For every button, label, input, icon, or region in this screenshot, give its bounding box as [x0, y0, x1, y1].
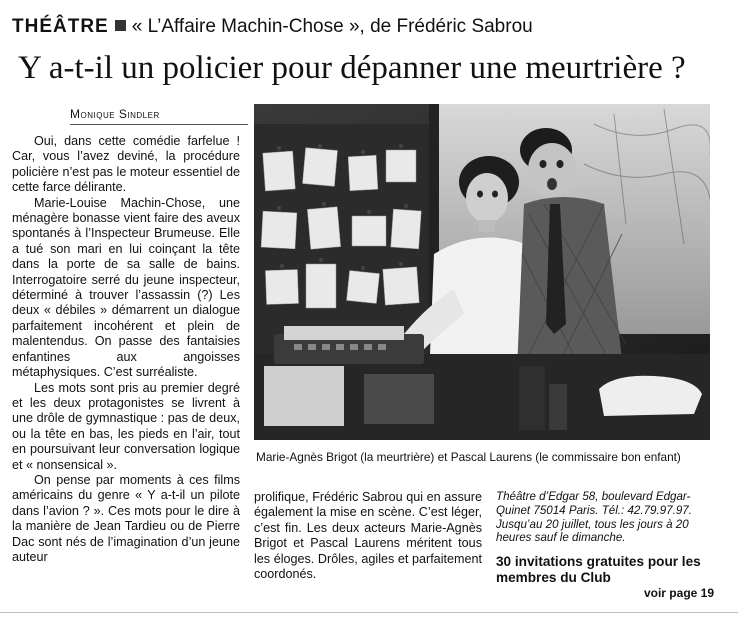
page-reference: voir page 19 [643, 586, 714, 600]
play-title: « L’Affaire Machin-Chose », de Frédéric Sabrou [131, 16, 533, 37]
section-rubric: THÉÂTRE [12, 16, 109, 37]
paragraph: prolifique, Frédéric Sabrou qui en assure également la mise en scène. C’est léger, c’est fin. Les deux acteurs Marie-Agnès Brigot et Pascal Laurens méritent tous les éloges. Drôles, agiles et parfaitement coordonés. [254, 490, 482, 582]
article-middle-column [254, 490, 482, 582]
headline: Y a-t-il un policier pour dépanner une meurtrière ? [18, 50, 686, 86]
stage-photo [254, 104, 710, 440]
paragraph: Les mots sont pris au premier degré et les deux protagonistes se livrent à une drôle de gymnastique : pas de deux, ou la tête en bas, les pieds en l’air, tout en poursuivant leur conversation logique et « nonsensical ». [12, 380, 240, 472]
stage-photo-illustration [254, 104, 710, 440]
paragraph: Oui, dans cette comédie farfelue ! Car, vous l’avez deviné, la procédure policière n’est pas le moteur essentiel de cette farce délirante. [12, 134, 240, 195]
byline [70, 107, 248, 125]
section-kicker [12, 16, 732, 38]
paragraph: On pense par moments à ces films américains du genre « Y a-t-il un pilote dans l’avion ? ». Ces mots pour le dire à la manière de Jean Tardieu ou de Pierre Dac sont nés de l’imagination d’un jeune auteur [12, 472, 240, 564]
photo-caption: Marie-Agnès Brigot (la meurtrière) et Pascal Laurens (le commissaire bon enfant) [256, 450, 681, 464]
club-offer: 30 invitations gratuites pour les membres du Club [496, 554, 701, 585]
author-name: Monique Sindler [70, 107, 160, 121]
square-bullet-icon [115, 20, 126, 31]
bottom-divider [0, 612, 738, 613]
paragraph: Marie-Louise Machin-Chose, une ménagère bonasse vient faire des aveux spontanés à l’Inspecteur Brumeuse. Elle a tué son mari en lui coinçant la tête dans la porte de sa salle de bains. Interrogatoire serré du jeune inspecteur, déterminé à trouver l’assassin (?) Les deux « débiles » démarrent un dialogue parfaitement incohérent et plein de malentendus. On passe des fantaisies enfantines aux angoisses métaphysiques. C’est surréaliste. [12, 195, 240, 380]
venue-info: Théâtre d’Edgar 58, boulevard Edgar-Quinet 75014 Paris. Tél.: 42.79.97.97. Jusqu’au 20 juillet, tous les jours à 20 heures sauf le dimanche. [496, 490, 692, 545]
article-left-column [12, 134, 240, 565]
